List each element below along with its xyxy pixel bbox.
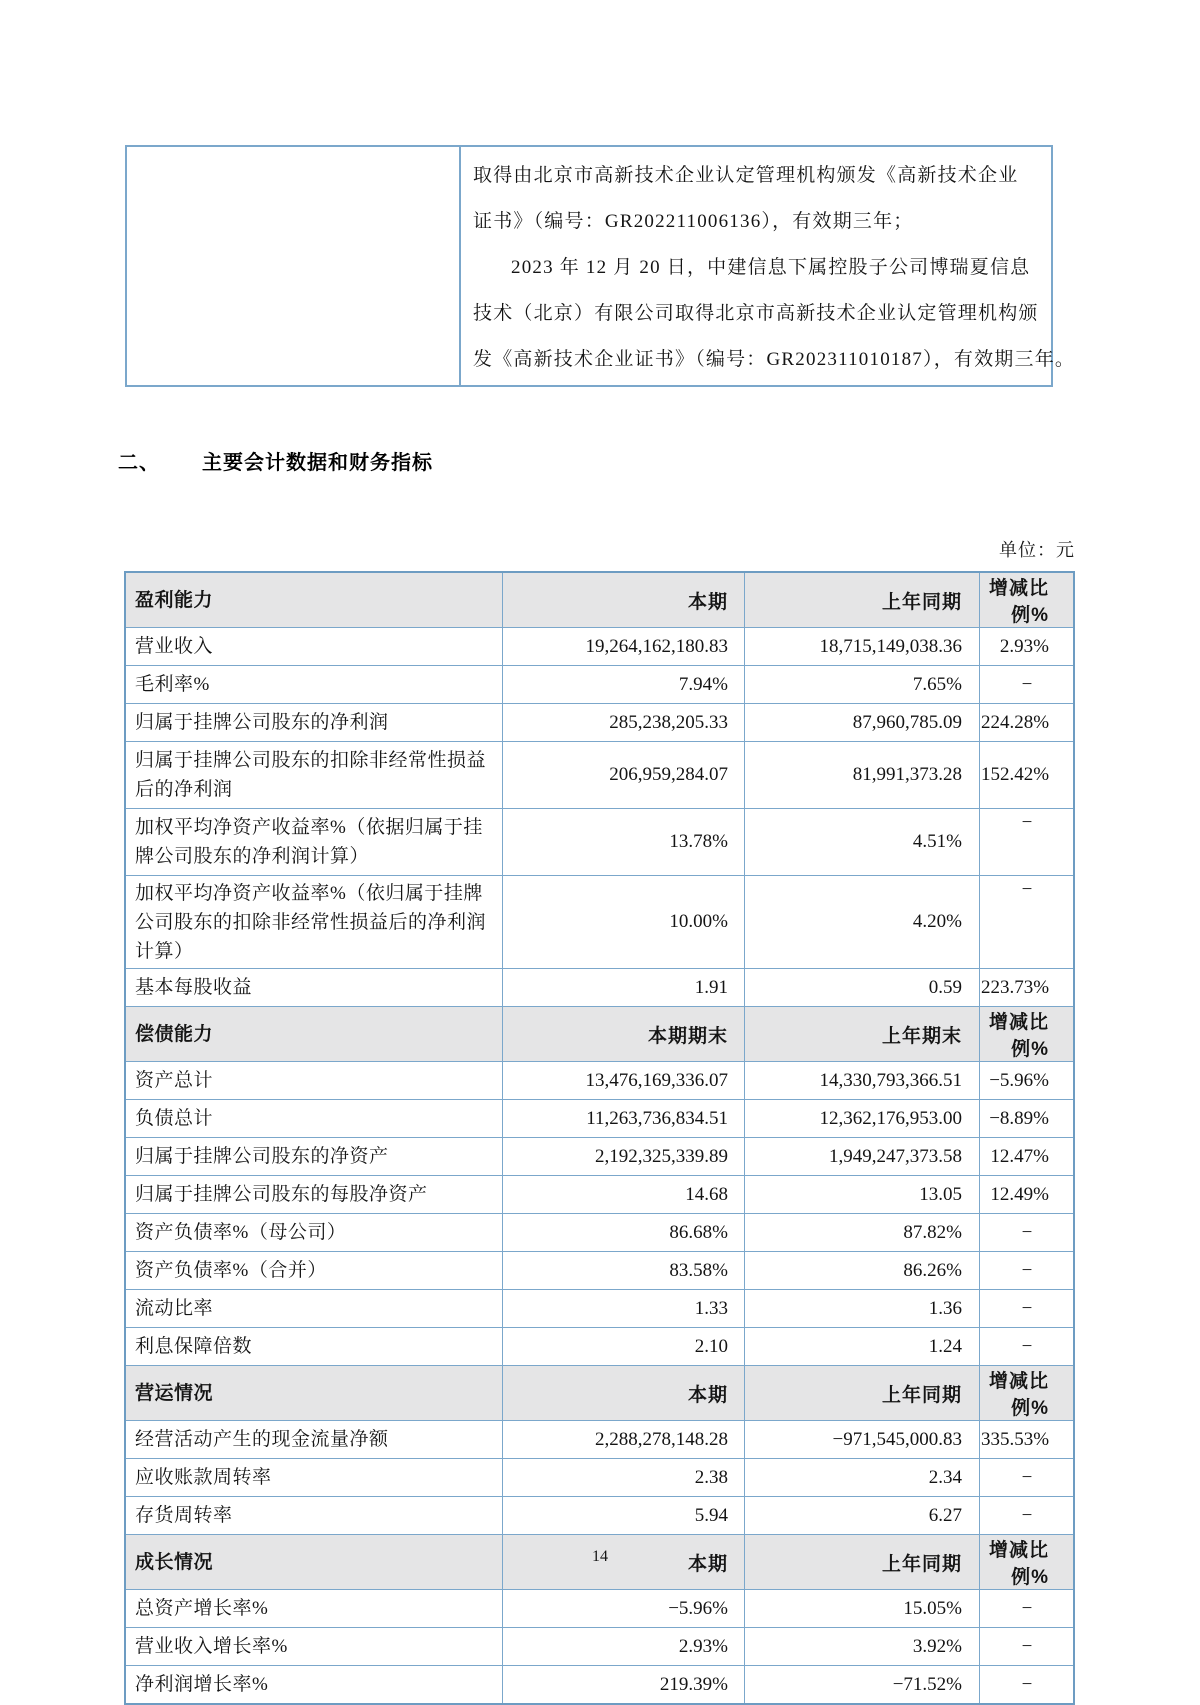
current-period-cell: 1.33 [503, 1290, 745, 1328]
row-label-cell: 流动比率 [125, 1290, 503, 1328]
page-number: 14 [592, 1548, 608, 1565]
current-period-header-cell: 本期 [503, 1535, 745, 1590]
change-ratio-cell: 223.73% [980, 969, 1075, 1007]
prior-period-cell: 12,362,176,953.00 [745, 1100, 980, 1138]
change-ratio-header-cell: 增减比例% [980, 1366, 1075, 1421]
current-period-cell: 2.38 [503, 1459, 745, 1497]
prior-period-cell: 86.26% [745, 1252, 980, 1290]
prior-period-cell: 3.92% [745, 1628, 980, 1666]
section-heading [118, 446, 433, 475]
change-ratio-cell: −8.89% [980, 1100, 1075, 1138]
change-ratio-cell: − [980, 1459, 1075, 1497]
table-row [125, 1214, 1074, 1252]
current-period-cell: −5.96% [503, 1590, 745, 1628]
current-period-header-cell: 本期 [503, 572, 745, 628]
table-row [125, 1062, 1074, 1100]
current-period-cell: 285,238,205.33 [503, 704, 745, 742]
change-ratio-header-cell: 增减比例% [980, 572, 1075, 628]
prior-period-cell: 87.82% [745, 1214, 980, 1252]
row-label-cell: 加权平均净资产收益率%（依归属于挂牌公司股东的扣除非经常性损益后的净利润计算） [125, 876, 503, 969]
current-period-cell: 5.94 [503, 1497, 745, 1535]
row-label-cell: 归属于挂牌公司股东的扣除非经常性损益后的净利润 [125, 742, 503, 809]
prior-period-cell: 81,991,373.28 [745, 742, 980, 809]
row-label-cell: 毛利率% [125, 666, 503, 704]
prior-period-cell: 4.20% [745, 876, 980, 969]
row-label-cell: 基本每股收益 [125, 969, 503, 1007]
change-ratio-cell: − [980, 1628, 1075, 1666]
change-ratio-header-cell: 增减比例% [980, 1007, 1075, 1062]
table-row [125, 704, 1074, 742]
current-period-cell: 7.94% [503, 666, 745, 704]
table-row [125, 1666, 1074, 1705]
prior-period-cell: −971,545,000.83 [745, 1421, 980, 1459]
prior-period-cell: −71.52% [745, 1666, 980, 1705]
table-row [125, 1628, 1074, 1666]
change-ratio-cell: − [980, 1590, 1075, 1628]
section-label-cell: 盈利能力 [125, 572, 503, 628]
change-ratio-cell: − [980, 1252, 1075, 1290]
row-label-cell: 应收账款周转率 [125, 1459, 503, 1497]
current-period-cell: 10.00% [503, 876, 745, 969]
row-label-cell: 资产负债率%（合并） [125, 1252, 503, 1290]
table-row [125, 1138, 1074, 1176]
current-period-cell: 19,264,162,180.83 [503, 628, 745, 666]
current-period-cell: 2.93% [503, 1628, 745, 1666]
change-ratio-cell: 12.47% [980, 1138, 1075, 1176]
certificate-table-row [126, 146, 1052, 386]
current-period-cell: 206,959,284.07 [503, 742, 745, 809]
prior-period-cell: 15.05% [745, 1590, 980, 1628]
prior-period-header-cell: 上年同期 [745, 572, 980, 628]
table-section-header-row [125, 572, 1074, 628]
prior-period-cell: 6.27 [745, 1497, 980, 1535]
table-row [125, 1176, 1074, 1214]
table-row [125, 742, 1074, 809]
prior-period-cell: 87,960,785.09 [745, 704, 980, 742]
table-row [125, 628, 1074, 666]
current-period-cell: 1.91 [503, 969, 745, 1007]
change-ratio-cell: − [980, 666, 1075, 704]
prior-period-cell: 13.05 [745, 1176, 980, 1214]
prior-period-cell: 1.24 [745, 1328, 980, 1366]
change-ratio-cell: 12.49% [980, 1176, 1075, 1214]
change-ratio-cell: − [980, 1666, 1075, 1705]
change-ratio-cell: 152.42% [980, 742, 1075, 809]
certificate-text-line: 技术（北京）有限公司取得北京市高新技术企业认定管理机构颁 [473, 303, 1039, 324]
change-ratio-cell: − [980, 809, 1075, 876]
row-label-cell: 经营活动产生的现金流量净额 [125, 1421, 503, 1459]
current-period-cell: 13,476,169,336.07 [503, 1062, 745, 1100]
section-number: 二、 [118, 452, 160, 474]
prior-period-cell: 0.59 [745, 969, 980, 1007]
table-row [125, 1328, 1074, 1366]
change-ratio-cell: −5.96% [980, 1062, 1075, 1100]
table-section-header-row [125, 1007, 1074, 1062]
table-row [125, 969, 1074, 1007]
prior-period-cell: 4.51% [745, 809, 980, 876]
prior-period-header-cell: 上年同期 [745, 1535, 980, 1590]
change-ratio-cell: − [980, 1497, 1075, 1535]
row-label-cell: 加权平均净资产收益率%（依据归属于挂牌公司股东的净利润计算） [125, 809, 503, 876]
prior-period-cell: 7.65% [745, 666, 980, 704]
table-row [125, 1252, 1074, 1290]
row-label-cell: 营业收入 [125, 628, 503, 666]
certificate-text-line: 发《高新技术企业证书》（编号：GR202311010187），有效期三年。 [473, 349, 1076, 370]
section-label-cell: 成长情况 [125, 1535, 503, 1590]
row-label-cell: 营业收入增长率% [125, 1628, 503, 1666]
certificate-text-line: 证书》（编号：GR202211006136），有效期三年； [473, 211, 914, 232]
certificate-table-empty-cell [126, 146, 460, 386]
section-label-cell: 偿债能力 [125, 1007, 503, 1062]
row-label-cell: 总资产增长率% [125, 1590, 503, 1628]
table-row [125, 1497, 1074, 1535]
certificate-table-text-cell [460, 146, 1076, 386]
prior-period-cell: 14,330,793,366.51 [745, 1062, 980, 1100]
current-period-cell: 2.10 [503, 1328, 745, 1366]
change-ratio-cell: 224.28% [980, 704, 1075, 742]
current-period-header-cell: 本期期末 [503, 1007, 745, 1062]
row-label-cell: 负债总计 [125, 1100, 503, 1138]
current-period-cell: 86.68% [503, 1214, 745, 1252]
prior-period-cell: 1,949,247,373.58 [745, 1138, 980, 1176]
section-label-cell: 营运情况 [125, 1366, 503, 1421]
table-row [125, 1290, 1074, 1328]
unit-label: 单位：元 [999, 540, 1075, 560]
row-label-cell: 归属于挂牌公司股东的每股净资产 [125, 1176, 503, 1214]
change-ratio-cell: − [980, 1290, 1075, 1328]
row-label-cell: 净利润增长率% [125, 1666, 503, 1705]
current-period-cell: 2,192,325,339.89 [503, 1138, 745, 1176]
prior-period-cell: 2.34 [745, 1459, 980, 1497]
prior-period-header-cell: 上年同期 [745, 1366, 980, 1421]
table-row [125, 1421, 1074, 1459]
table-row [125, 876, 1074, 969]
change-ratio-cell: 335.53% [980, 1421, 1075, 1459]
change-ratio-cell: 2.93% [980, 628, 1075, 666]
section-title: 主要会计数据和财务指标 [202, 452, 433, 474]
current-period-cell: 219.39% [503, 1666, 745, 1705]
current-period-cell: 2,288,278,148.28 [503, 1421, 745, 1459]
certificate-table [125, 145, 1076, 387]
current-period-cell: 13.78% [503, 809, 745, 876]
certificate-text-line: 2023 年 12 月 20 日，中建信息下属控股子公司博瑞夏信息 [511, 257, 1031, 278]
prior-period-cell: 1.36 [745, 1290, 980, 1328]
row-label-cell: 归属于挂牌公司股东的净资产 [125, 1138, 503, 1176]
financial-indicators-table [124, 571, 1075, 1705]
row-label-cell: 存货周转率 [125, 1497, 503, 1535]
prior-period-header-cell: 上年期末 [745, 1007, 980, 1062]
prior-period-cell: 18,715,149,038.36 [745, 628, 980, 666]
certificate-text-line: 取得由北京市高新技术企业认定管理机构颁发《高新技术企业 [473, 165, 1019, 186]
table-row [125, 1459, 1074, 1497]
current-period-cell: 83.58% [503, 1252, 745, 1290]
table-row [125, 666, 1074, 704]
change-ratio-cell: − [980, 1328, 1075, 1366]
current-period-cell: 11,263,736,834.51 [503, 1100, 745, 1138]
row-label-cell: 资产负债率%（母公司） [125, 1214, 503, 1252]
change-ratio-cell: − [980, 876, 1075, 969]
row-label-cell: 资产总计 [125, 1062, 503, 1100]
table-section-header-row [125, 1366, 1074, 1421]
row-label-cell: 归属于挂牌公司股东的净利润 [125, 704, 503, 742]
current-period-header-cell: 本期 [503, 1366, 745, 1421]
table-row [125, 809, 1074, 876]
table-row [125, 1590, 1074, 1628]
change-ratio-cell: − [980, 1214, 1075, 1252]
change-ratio-header-cell: 增减比例% [980, 1535, 1075, 1590]
row-label-cell: 利息保障倍数 [125, 1328, 503, 1366]
current-period-cell: 14.68 [503, 1176, 745, 1214]
table-row [125, 1100, 1074, 1138]
